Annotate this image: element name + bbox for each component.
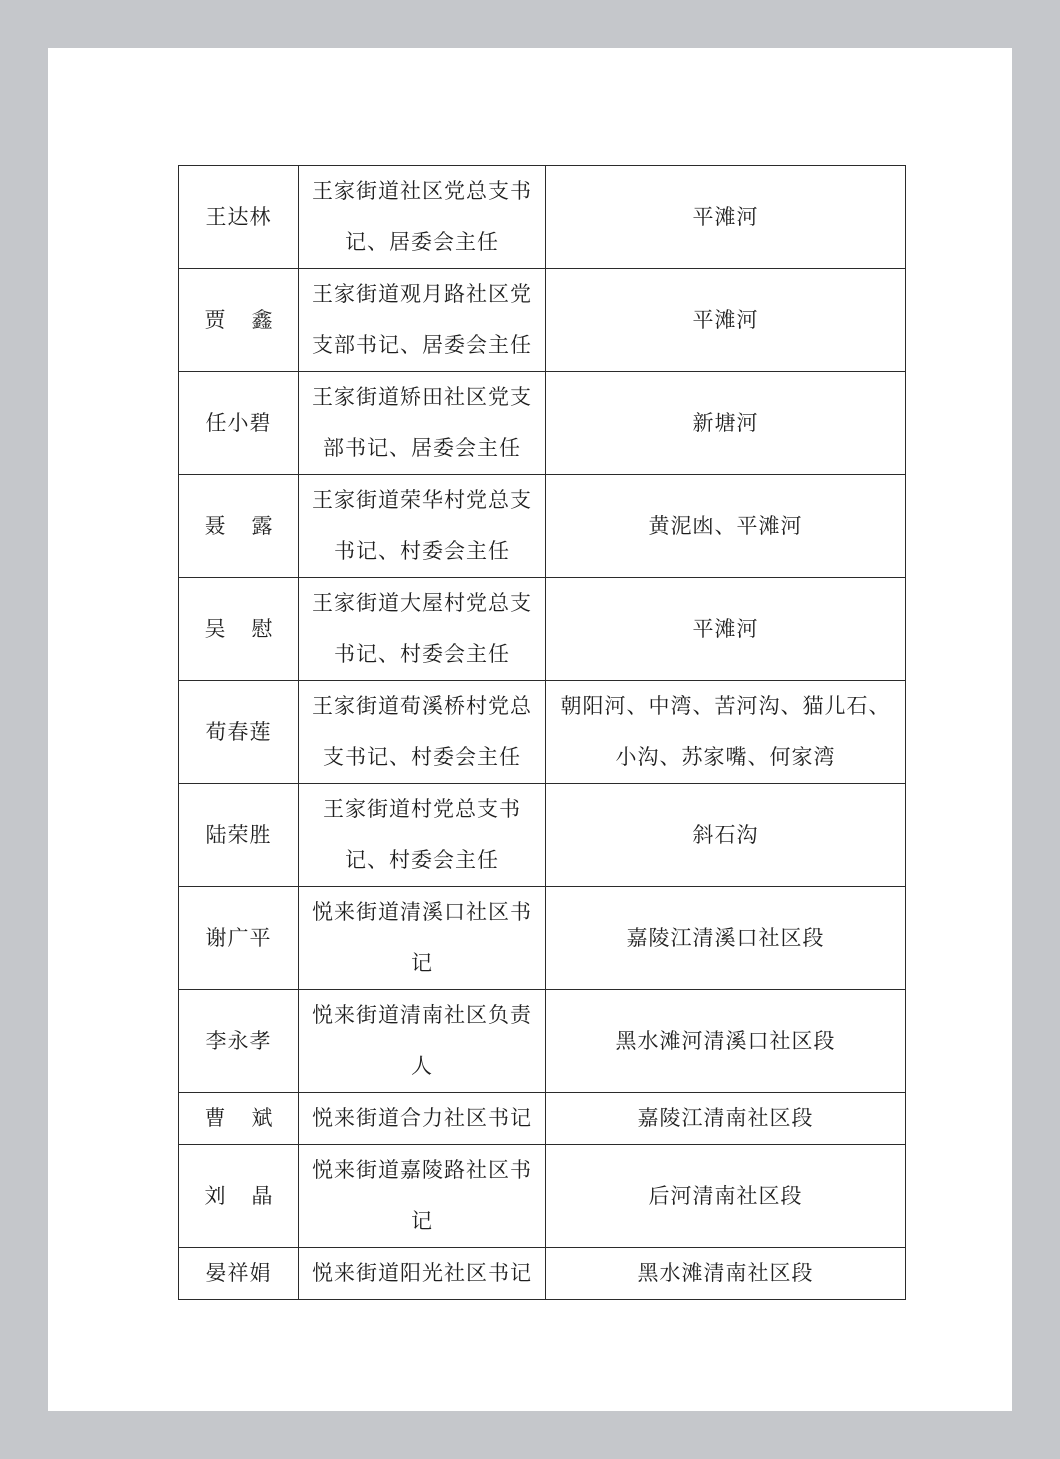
name-cell: 任小碧 xyxy=(179,372,299,475)
rivers-cell: 平滩河 xyxy=(546,578,906,681)
rivers-cell: 朝阳河、中湾、苦河沟、猫儿石、小沟、苏家嘴、何家湾 xyxy=(546,681,906,784)
position-cell: 王家街道荣华村党总支书记、村委会主任 xyxy=(299,475,546,578)
name-cell: 曹斌 xyxy=(179,1093,299,1145)
table-row xyxy=(179,887,906,990)
position-cell: 悦来街道阳光社区书记 xyxy=(299,1248,546,1300)
name-cell: 王达林 xyxy=(179,166,299,269)
rivers-cell: 黑水滩河清溪口社区段 xyxy=(546,990,906,1093)
position-cell: 悦来街道合力社区书记 xyxy=(299,1093,546,1145)
rivers-cell: 嘉陵江清南社区段 xyxy=(546,1093,906,1145)
name-cell: 吴慰 xyxy=(179,578,299,681)
document-page xyxy=(48,48,1012,1411)
position-cell: 王家街道大屋村党总支书记、村委会主任 xyxy=(299,578,546,681)
rivers-cell: 斜石沟 xyxy=(546,784,906,887)
table-row xyxy=(179,166,906,269)
name-cell: 刘晶 xyxy=(179,1145,299,1248)
name-cell: 贾鑫 xyxy=(179,269,299,372)
table-row xyxy=(179,1248,906,1300)
position-cell: 悦来街道清溪口社区书记 xyxy=(299,887,546,990)
name-cell: 李永孝 xyxy=(179,990,299,1093)
position-cell: 王家街道村党总支书记、村委会主任 xyxy=(299,784,546,887)
table-row xyxy=(179,475,906,578)
rivers-cell: 后河清南社区段 xyxy=(546,1145,906,1248)
position-cell: 悦来街道清南社区负责人 xyxy=(299,990,546,1093)
table-row xyxy=(179,990,906,1093)
position-cell: 王家街道矫田社区党支部书记、居委会主任 xyxy=(299,372,546,475)
rivers-cell: 黑水滩清南社区段 xyxy=(546,1248,906,1300)
table-row xyxy=(179,1093,906,1145)
river-chief-table xyxy=(178,165,906,1300)
table-row xyxy=(179,269,906,372)
name-cell: 聂露 xyxy=(179,475,299,578)
position-cell: 王家街道社区党总支书记、居委会主任 xyxy=(299,166,546,269)
position-cell: 王家街道观月路社区党支部书记、居委会主任 xyxy=(299,269,546,372)
table-row xyxy=(179,1145,906,1248)
table-row xyxy=(179,578,906,681)
rivers-cell: 嘉陵江清溪口社区段 xyxy=(546,887,906,990)
name-cell: 晏祥娟 xyxy=(179,1248,299,1300)
table-row xyxy=(179,681,906,784)
name-cell: 陆荣胜 xyxy=(179,784,299,887)
table-row xyxy=(179,784,906,887)
position-cell: 悦来街道嘉陵路社区书记 xyxy=(299,1145,546,1248)
name-cell: 荀春莲 xyxy=(179,681,299,784)
position-cell: 王家街道荀溪桥村党总支书记、村委会主任 xyxy=(299,681,546,784)
table-row xyxy=(179,372,906,475)
name-cell: 谢广平 xyxy=(179,887,299,990)
rivers-cell: 黄泥凼、平滩河 xyxy=(546,475,906,578)
rivers-cell: 平滩河 xyxy=(546,269,906,372)
rivers-cell: 平滩河 xyxy=(546,166,906,269)
rivers-cell: 新塘河 xyxy=(546,372,906,475)
